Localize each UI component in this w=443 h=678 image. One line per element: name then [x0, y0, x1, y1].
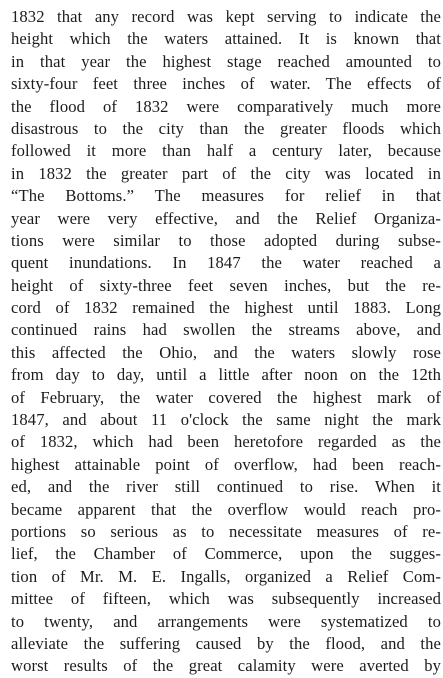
text-line: became apparent that the overflow would reach pro-: [11, 499, 441, 519]
text-line: height which the waters attained. It is known that: [11, 29, 441, 49]
text-line: of February, the water covered the highest mark of: [11, 387, 441, 407]
text-line: continued rains had swollen the streams above, and: [11, 320, 441, 340]
text-line: 1832 that any record was kept serving to indicate the: [11, 7, 441, 26]
text-line: “The Bottoms.” The measures for relief in that: [11, 186, 441, 206]
text-line: alleviate the suffering caused by the flood, and the: [11, 633, 441, 653]
text-line: year were very effective, and the Relief Organiza-: [11, 208, 441, 228]
text-line: the flood of 1832 were comparatively much more: [11, 96, 441, 116]
text-line: sixty-four feet three inches of water. The effects of: [11, 74, 441, 94]
text-line: disastrous to the city than the greater floods which: [11, 118, 441, 138]
text-line: tions were similar to those adopted during subse-: [11, 230, 441, 250]
text-line: highest attainable point of overflow, had been reach-: [11, 454, 441, 474]
text-line: tion of Mr. M. E. Ingalls, organized a Relief Com-: [11, 566, 441, 586]
text-line: lief, the Chamber of Commerce, upon the sugges-: [11, 544, 441, 564]
text-line: cord of 1832 remained the highest until 1883. Long: [11, 298, 441, 318]
text-line: ed, and the river still continued to rise. When it: [11, 477, 441, 497]
text-line: mittee of fifteen, which was subsequently increased: [11, 589, 441, 609]
text-line: worst results of the great calamity were averted by: [11, 656, 441, 676]
text-line: of 1832, which had been heretofore regarded as the: [11, 432, 441, 452]
text-line: from day to day, until a little after noon on the 12th: [11, 365, 441, 385]
text-line: in 1832 the greater part of the city was located in: [11, 163, 441, 183]
text-line: quent inundations. In 1847 the water reached a: [11, 253, 441, 273]
text-line: 1847, and about 11 o'clock the same night the mark: [11, 410, 441, 430]
text-line: in that year the highest stage reached amounted to: [11, 51, 441, 71]
page-text-block: [11, 6, 441, 678]
text-line: height of sixty-three feet seven inches, but the re-: [11, 275, 441, 295]
text-line: this affected the Ohio, and the waters slowly rose: [11, 342, 441, 362]
text-line: to twenty, and arrangements were systematized to: [11, 611, 441, 631]
text-line: portions so serious as to necessitate measures of re-: [11, 521, 441, 541]
text-line: followed it more than half a century later, because: [11, 141, 441, 161]
